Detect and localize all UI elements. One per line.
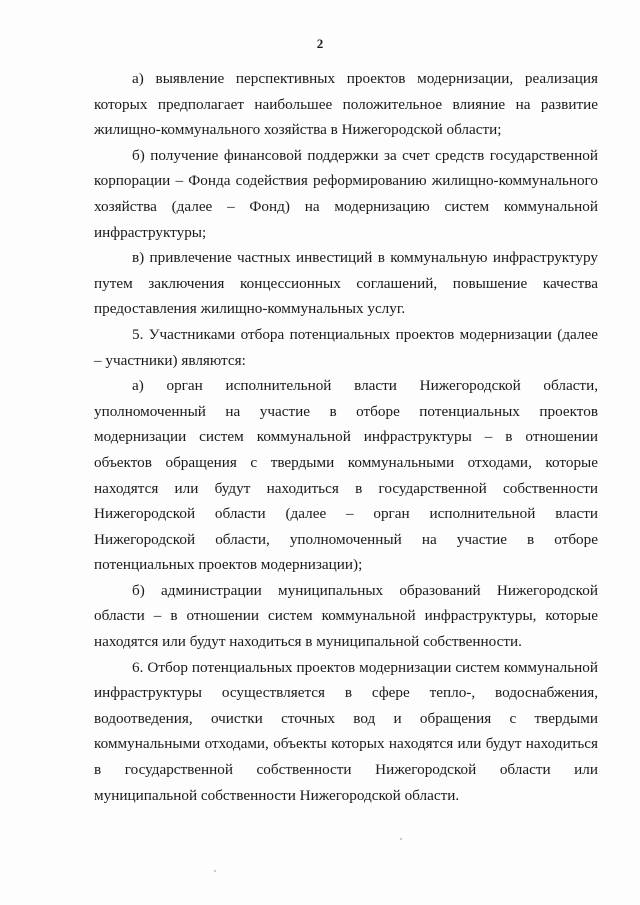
- scan-speck: [214, 870, 216, 872]
- paragraph-4c: в) привлечение частных инвестиций в коммунальную инфраструктуру путем заключения концессионных соглашений, повышение качества предоставления жилищно-коммунальных услуг.: [94, 249, 598, 318]
- paragraph-5: 5. Участниками отбора потенциальных проектов модернизации (далее – участники) являются:: [94, 325, 598, 369]
- paragraph-6: 6. Отбор потенциальных проектов модернизации систем коммунальной инфраструктуры осуществляется в сфере тепло-, водоснабжения, водоотведения, очистки сточных вод и обращения с твердыми коммунальными отходами, объекты которых находятся или будут находиться в государственной собственности Нижегородской области или муниципальной собственности Нижегородской области.: [94, 658, 598, 804]
- paragraph-5b: б) администрации муниципальных образований Нижегородской области – в отношении систем коммунальной инфраструктуры, которые находятся или будут находиться в муниципальной собственности.: [94, 581, 598, 651]
- paragraph-4a: а) выявление перспективных проектов модернизации, реализация которых предполагает наибольшее положительное влияние на развитие жилищно-коммунального хозяйства в Нижегородской области;: [94, 70, 598, 139]
- paragraph-5a: а) орган исполнительной власти Нижегородской области, уполномоченный на участие в отборе потенциальных проектов модернизации систем коммунальной инфраструктуры – в отношении объектов обращения с твердыми коммунальными отходами, которые находятся или будут находиться в государственной собственности Нижегородской области (далее – орган исполнительной власти Нижегородской области, уполномоченный на участие в отборе потенциальных проектов модернизации);: [94, 377, 598, 574]
- page-number: 2: [316, 36, 324, 51]
- scan-speck: [400, 838, 402, 840]
- paragraph-4b: б) получение финансовой поддержки за счет средств государственной корпорации – Фонда содействия реформированию жилищно-коммунального хозяйства (далее – Фонд) на модернизацию систем коммунальной инфраструктуры;: [94, 146, 598, 241]
- document-body: [94, 66, 598, 808]
